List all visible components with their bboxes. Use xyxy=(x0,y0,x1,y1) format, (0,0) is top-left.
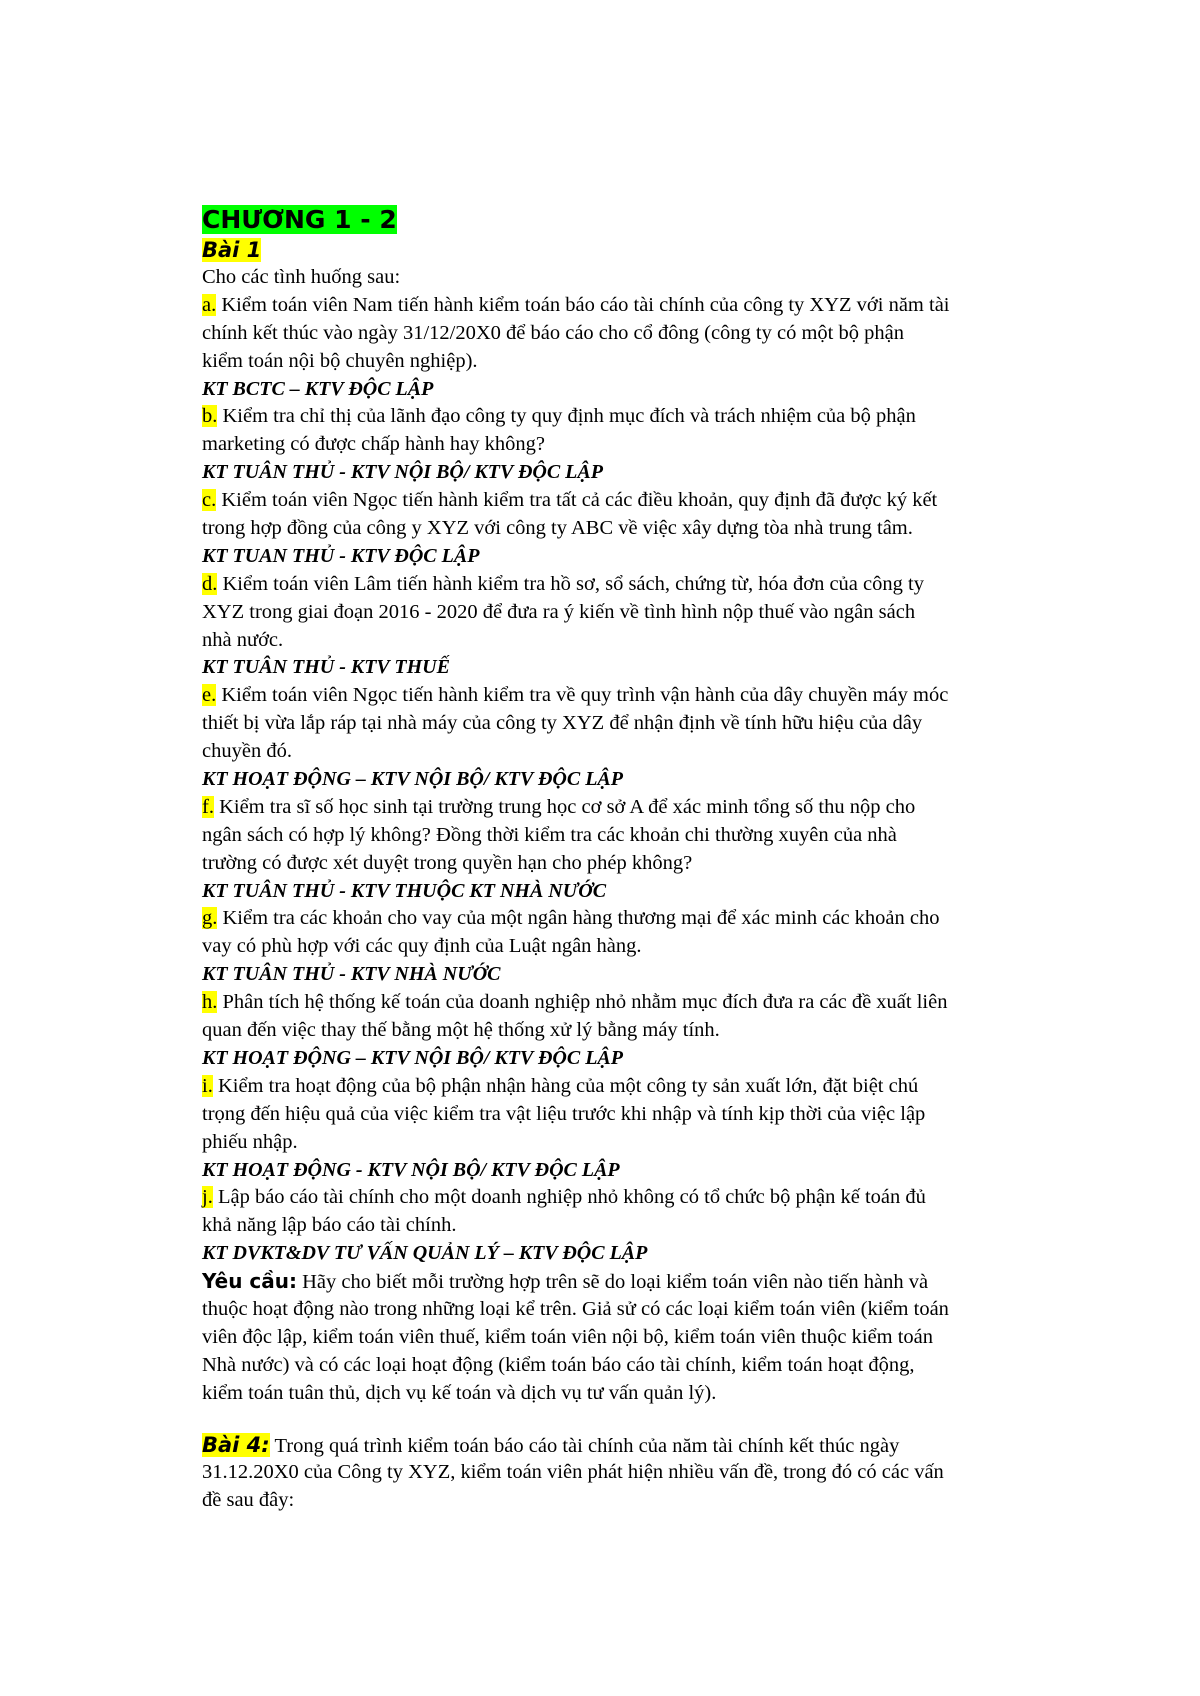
case-first-line xyxy=(202,905,1102,933)
case-item xyxy=(202,1184,1102,1268)
case-text: Kiểm tra sĩ số học sinh tại trường trung học cơ sở A để xác minh tổng số thu nộp cho xyxy=(213,795,916,818)
case-line xyxy=(202,738,1102,766)
bai4-first-line: Bài 4: Trong quá trình kiểm toán báo cáo tài chính của năm tài chính kết thúc ngày xyxy=(202,1432,900,1457)
requirement-line: Nhà nước) và có các loại hoạt động (kiểm toán báo cáo tài chính, kiểm toán hoạt động, xyxy=(202,1353,915,1376)
case-answer: KT HOẠT ĐỘNG – KTV NỘI BỘ/ KTV ĐỘC LẬP xyxy=(202,768,623,791)
case-letter: c. xyxy=(202,489,217,512)
case-line xyxy=(202,822,1102,850)
case-item xyxy=(202,571,1102,683)
case-line xyxy=(202,1101,1102,1129)
case-text: nhà nước. xyxy=(202,628,284,651)
case-text: Kiểm tra các khoản cho vay của một ngân hàng thương mại để xác minh các khoản cho xyxy=(217,907,940,930)
case-line xyxy=(202,599,1102,627)
case-text: trong hợp đồng của công y XYZ với công ty ABC về việc xây dựng tòa nhà trung tâm. xyxy=(202,517,913,540)
case-item xyxy=(202,403,1102,487)
requirement-line: kiểm toán tuân thủ, dịch vụ kế toán và dịch vụ tư vấn quản lý). xyxy=(202,1381,717,1404)
case-text: vay có phù hợp với các quy định của Luật ngân hàng. xyxy=(202,935,642,958)
case-text: Kiểm tra chỉ thị của lãnh đạo công ty quy định mục đích và trách nhiệm của bộ phận xyxy=(217,405,916,428)
requirement-label: Yêu cầu: xyxy=(202,1269,297,1294)
case-item xyxy=(202,794,1102,906)
case-answer: KT HOẠT ĐỘNG - KTV NỘI BỘ/ KTV ĐỘC LẬP xyxy=(202,1158,620,1181)
chapter-title: CHƯƠNG 1 - 2 xyxy=(202,205,397,234)
case-first-line xyxy=(202,989,1102,1017)
case-answer: KT BCTC – KTV ĐỘC LẬP xyxy=(202,377,434,400)
bai1-title: Bài 1 xyxy=(202,238,262,262)
case-letter: g. xyxy=(202,907,218,930)
case-item xyxy=(202,905,1102,989)
case-text: trọng đến hiệu quả của việc kiểm tra vật liệu trước khi nhập và tính kịp thời của việc lập xyxy=(202,1102,926,1125)
case-letter: i. xyxy=(202,1074,213,1097)
case-letter: b. xyxy=(202,405,218,428)
case-answer: KT TUÂN THỦ - KTV NỘI BỘ/ KTV ĐỘC LẬP xyxy=(202,461,603,484)
case-answer: KT TUÂN THỦ - KTV THUẾ xyxy=(202,656,450,679)
case-letter: e. xyxy=(202,684,217,707)
case-letter: a. xyxy=(202,293,217,316)
case-line xyxy=(202,710,1102,738)
case-text: Kiểm toán viên Nam tiến hành kiểm toán báo cáo tài chính của công ty XYZ với năm tài xyxy=(216,293,950,316)
case-text: Kiểm toán viên Lâm tiến hành kiểm tra hồ sơ, sổ sách, chứng từ, hóa đơn của công ty xyxy=(217,572,924,595)
case-line xyxy=(202,431,1102,459)
case-answer: KT TUÂN THỦ - KTV THUỘC KT NHÀ NƯỚC xyxy=(202,879,607,902)
case-line xyxy=(202,348,1102,376)
case-item xyxy=(202,487,1102,571)
bai4-title: Bài 4: xyxy=(202,1432,270,1457)
case-item xyxy=(202,989,1102,1073)
case-item xyxy=(202,682,1102,794)
case-line xyxy=(202,627,1102,655)
requirement-first-line: Yêu cầu: Hãy cho biết mỗi trường hợp trên sẽ do loại kiểm toán viên nào tiến hành và xyxy=(202,1269,929,1294)
case-text: phiếu nhập. xyxy=(202,1130,298,1153)
case-letter: h. xyxy=(202,991,218,1014)
case-text: quan đến việc thay thế bằng một hệ thống xử lý bằng máy tính. xyxy=(202,1019,720,1042)
case-line xyxy=(202,515,1102,543)
case-text: XYZ trong giai đoạn 2016 - 2020 để đưa ra ý kiến về tình hình nộp thuế vào ngân sách xyxy=(202,600,916,623)
case-line xyxy=(202,1212,1102,1240)
requirement-line: thuộc hoạt động nào trong những loại kể trên. Giả sử có các loại kiểm toán viên (kiểm toán xyxy=(202,1297,949,1320)
case-text: kiểm toán nội bộ chuyên nghiệp). xyxy=(202,349,478,372)
case-text: marketing có được chấp hành hay không? xyxy=(202,433,546,456)
document-page xyxy=(202,204,1102,1515)
case-text: Phân tích hệ thống kế toán của doanh nghiệp nhỏ nhằm mục đích đưa ra các đề xuất liên xyxy=(217,991,948,1014)
case-text: Lập báo cáo tài chính cho một doanh nghiệp nhỏ không có tổ chức bộ phận kế toán đủ xyxy=(212,1186,926,1209)
case-list xyxy=(202,292,1102,1268)
case-first-line xyxy=(202,403,1102,431)
case-line xyxy=(202,933,1102,961)
case-item xyxy=(202,292,1102,404)
case-line xyxy=(202,320,1102,348)
case-first-line xyxy=(202,1184,1102,1212)
case-text: Kiểm tra hoạt động của bộ phận nhận hàng của một công ty sản xuất lớn, đặt biệt chú xyxy=(212,1074,919,1097)
case-answer: KT TUAN THỦ - KTV ĐỘC LẬP xyxy=(202,544,480,567)
case-text: chính kết thúc vào ngày 31/12/20X0 để báo cáo cho cổ đông (công ty có một bộ phận xyxy=(202,321,904,344)
case-letter: j. xyxy=(202,1186,213,1209)
bai1-intro: Cho các tình huống sau: xyxy=(202,266,401,288)
bai4-line: đề sau đây: xyxy=(202,1489,295,1512)
case-line xyxy=(202,1129,1102,1157)
case-line xyxy=(202,850,1102,878)
case-letter: d. xyxy=(202,572,218,595)
case-text: trường có được xét duyệt trong quyền hạn cho phép không? xyxy=(202,851,693,874)
requirement-line: viên độc lập, kiểm toán viên thuế, kiểm toán viên nội bộ, kiểm toán viên thuộc kiểm toán xyxy=(202,1325,933,1348)
case-text: thiết bị vừa lắp ráp tại nhà máy của công ty XYZ để nhận định về tính hữu hiệu của dây xyxy=(202,712,923,735)
case-answer: KT HOẠT ĐỘNG – KTV NỘI BỘ/ KTV ĐỘC LẬP xyxy=(202,1046,623,1069)
case-first-line xyxy=(202,1073,1102,1101)
case-answer: KT TUÂN THỦ - KTV NHÀ NƯỚC xyxy=(202,963,501,986)
bai4-line: 31.12.20X0 của Công ty XYZ, kiểm toán viên phát hiện nhiều vấn đề, trong đó có các vấn xyxy=(202,1461,944,1484)
case-item xyxy=(202,1073,1102,1185)
case-line xyxy=(202,1017,1102,1045)
case-text: Kiểm toán viên Ngọc tiến hành kiểm tra tất cả các điều khoản, quy định đã được ký kết xyxy=(216,489,938,512)
case-text: ngân sách có hợp lý không? Đồng thời kiểm tra các khoản chi thường xuyên của nhà xyxy=(202,823,897,846)
case-answer: KT DVKT&DV TƯ VẤN QUẢN LÝ – KTV ĐỘC LẬP xyxy=(202,1242,648,1265)
case-first-line xyxy=(202,571,1102,599)
case-letter: f. xyxy=(202,795,214,818)
case-first-line xyxy=(202,794,1102,822)
section-gap xyxy=(202,1408,1102,1432)
case-first-line xyxy=(202,292,1102,320)
case-text: Kiểm toán viên Ngọc tiến hành kiểm tra về quy trình vận hành của dây chuyền máy móc xyxy=(216,684,949,707)
case-text: khả năng lập báo cáo tài chính. xyxy=(202,1214,457,1237)
case-first-line xyxy=(202,487,1102,515)
case-text: chuyền đó. xyxy=(202,740,292,763)
case-first-line xyxy=(202,682,1102,710)
